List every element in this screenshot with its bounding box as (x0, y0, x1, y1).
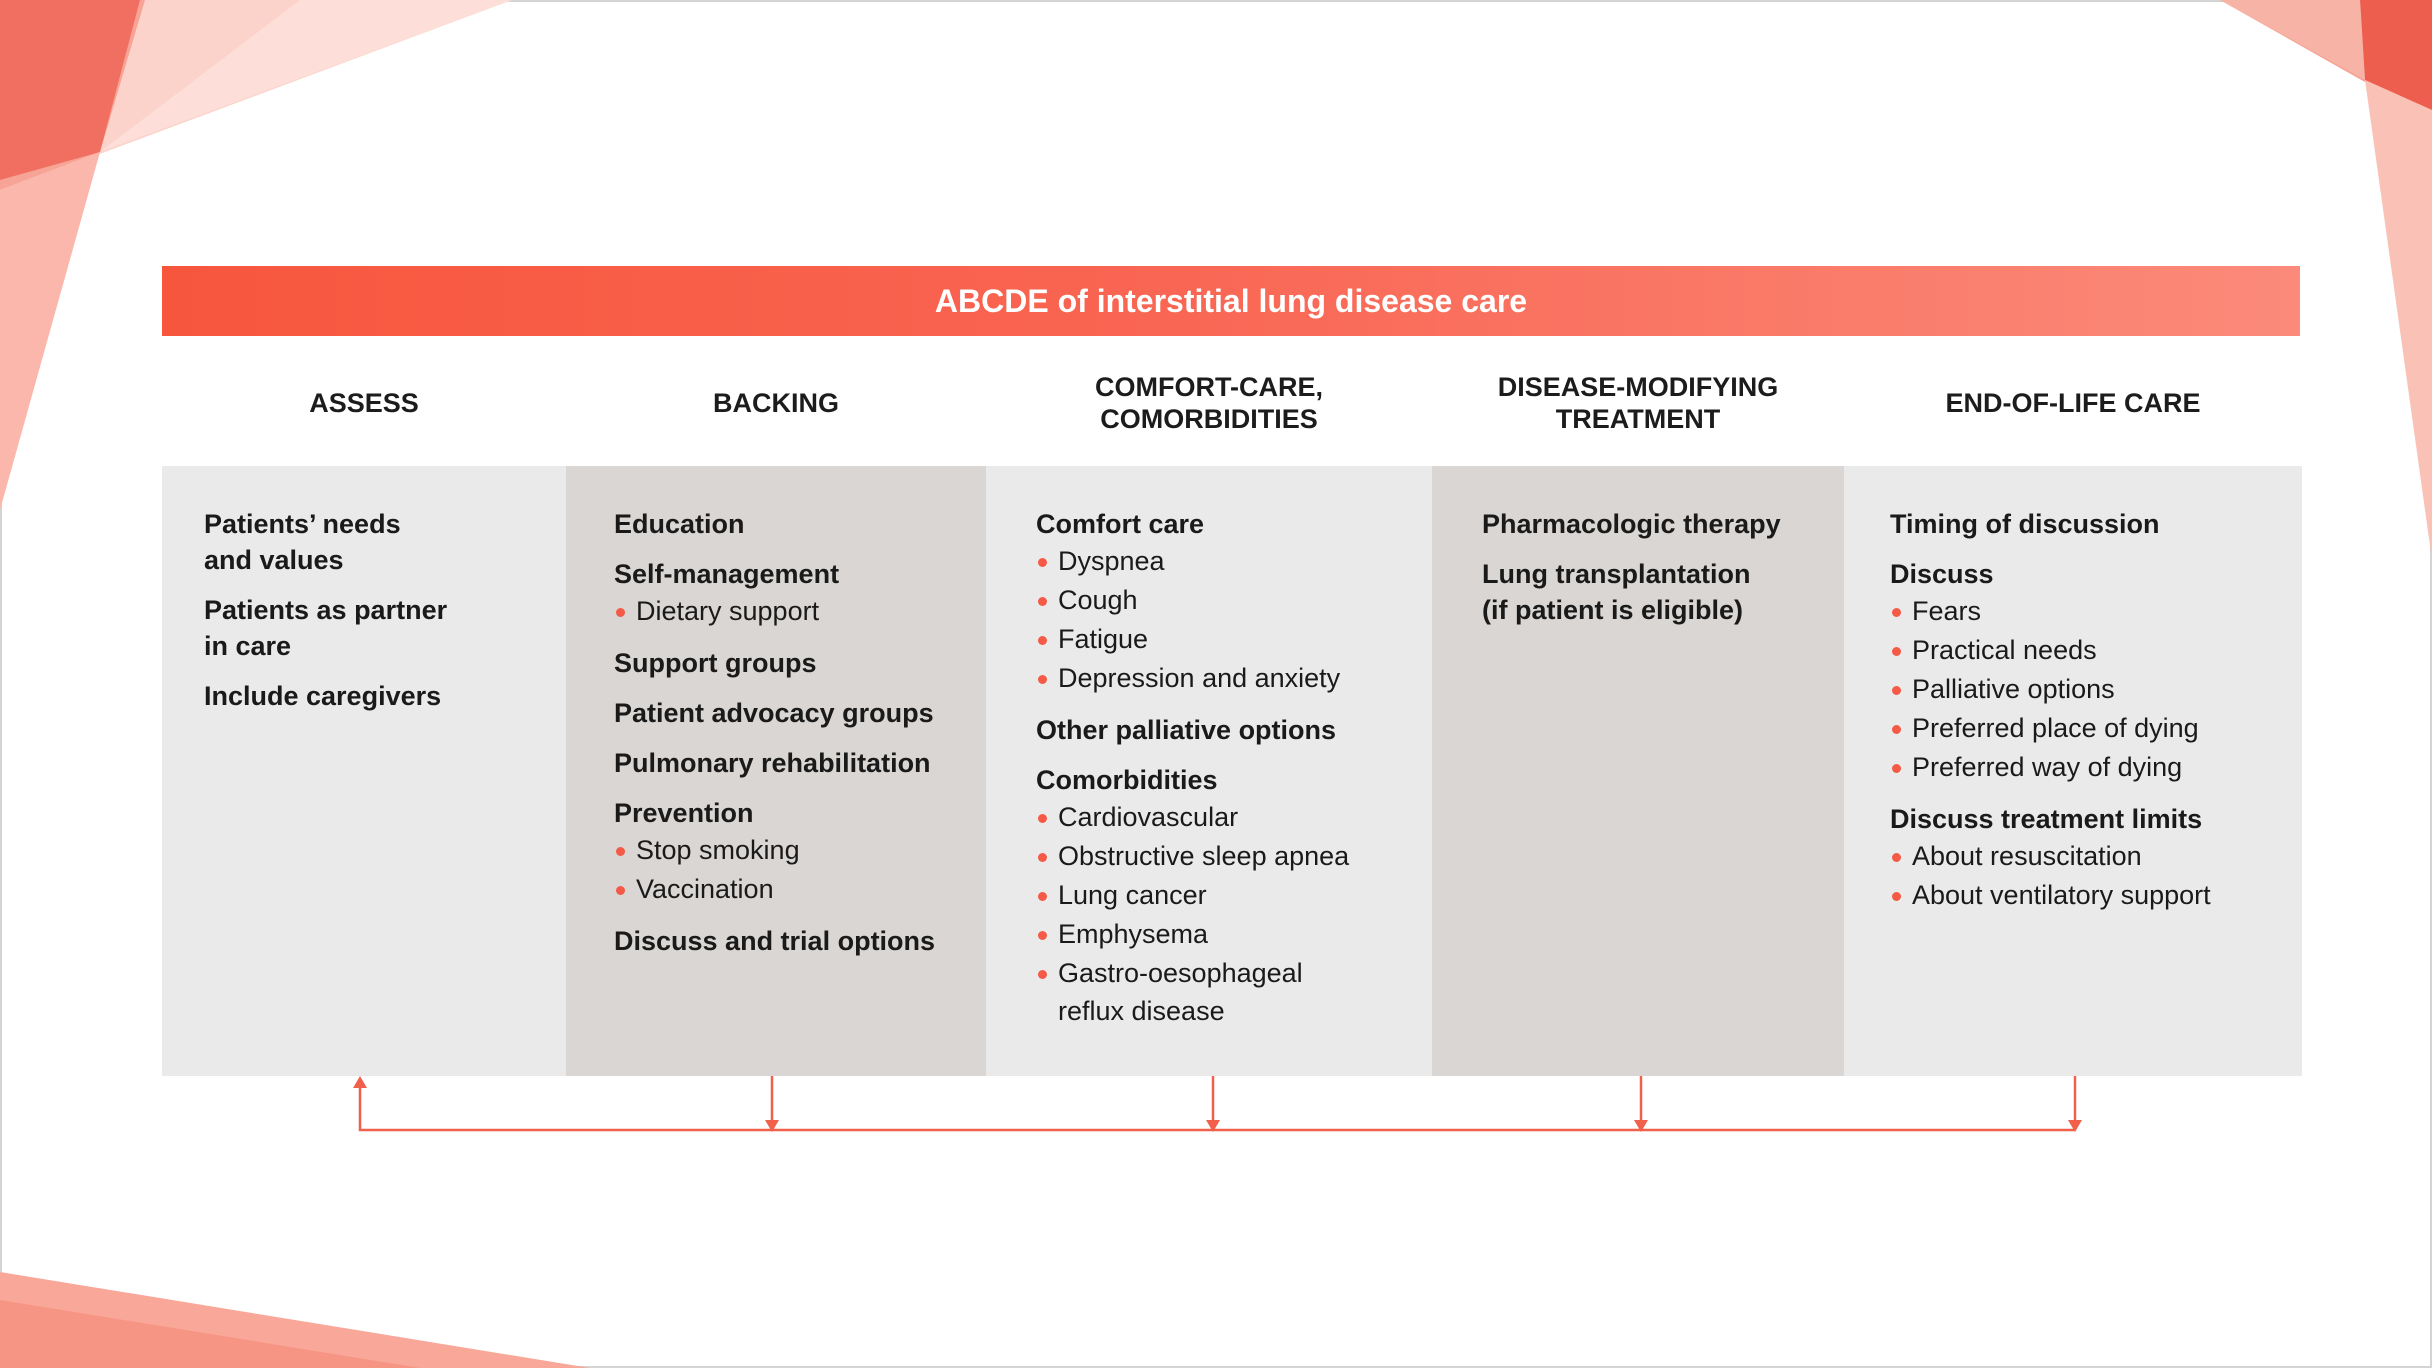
section-heading: Patients as partner (204, 595, 448, 625)
bullet-item: Palliative options (1890, 670, 2302, 709)
section-heading: Discuss (1890, 559, 1994, 589)
column-header-end-of-life: END-OF-LIFE CARE (1945, 388, 2201, 418)
bullet-item: Stop smoking (614, 831, 986, 870)
section-heading: Lung transplantation (1482, 559, 1751, 589)
column-header-line: COMORBIDITIES (1100, 404, 1318, 434)
column-panel-assess (162, 466, 566, 1076)
section-heading: and values (204, 545, 344, 575)
bullet-item: Practical needs (1890, 631, 2302, 670)
column-panel-disease-modifying (1432, 466, 1844, 1076)
bullet-item: About ventilatory support (1890, 876, 2302, 915)
section-heading: Prevention (614, 798, 754, 828)
column-header-comfort-care (986, 340, 1432, 466)
bullet-item: Fatigue (1036, 620, 1432, 659)
section-heading: Comfort care (1036, 509, 1205, 539)
section-heading: Support groups (614, 648, 817, 678)
bullet-item: Emphysema (1036, 915, 1432, 954)
bullet-item: Fears (1890, 592, 2302, 631)
bullet-item: Preferred way of dying (1890, 748, 2302, 787)
section-heading: Timing of discussion (1890, 509, 2160, 539)
bullet-item: reflux disease (1058, 996, 1225, 1026)
column-header-line: COMFORT-CARE, (1095, 372, 1323, 402)
bullet-item: Gastro-oesophageal (1036, 954, 1432, 993)
column-header-assess: ASSESS (309, 388, 419, 418)
column-header-disease-modifying (1432, 340, 1844, 466)
section-heading: Patient advocacy groups (614, 698, 934, 728)
bullet-item: About resuscitation (1890, 837, 2302, 876)
column-panel-backing (566, 466, 986, 1076)
section-heading: Comorbidities (1036, 765, 1218, 795)
section-heading: Discuss and trial options (614, 926, 936, 956)
section-heading: Discuss treatment limits (1890, 804, 2203, 834)
bullet-item: Dietary support (614, 592, 986, 631)
bullet-item: Preferred place of dying (1890, 709, 2302, 748)
bullet-item: Cough (1036, 581, 1432, 620)
column-header-backing: BACKING (713, 388, 839, 418)
section-heading: in care (204, 631, 292, 661)
section-heading: Self-management (614, 559, 840, 589)
section-heading: Other palliative options (1036, 715, 1337, 745)
section-heading: Pulmonary rehabilitation (614, 748, 931, 778)
bullet-item: Dyspnea (1036, 542, 1432, 581)
bullet-item: Cardiovascular (1036, 798, 1432, 837)
diagram-title: ABCDE of interstitial lung disease care (162, 266, 2300, 336)
bullet-item: Depression and anxiety (1036, 659, 1432, 698)
bullet-item: Obstructive sleep apnea (1036, 837, 1432, 876)
section-heading: Education (614, 509, 745, 539)
column-header-line: TREATMENT (1555, 404, 1721, 434)
column-panel-comfort-care (986, 466, 1432, 1076)
column-panel-end-of-life (1844, 466, 2302, 1076)
section-heading: (if patient is eligible) (1482, 595, 1744, 625)
section-heading: Include caregivers (204, 681, 442, 711)
bullet-item: Lung cancer (1036, 876, 1432, 915)
column-header-line: DISEASE-MODIFYING (1497, 372, 1779, 402)
section-heading: Pharmacologic therapy (1482, 509, 1781, 539)
section-heading: Patients’ needs (204, 509, 401, 539)
bullet-item: Vaccination (614, 870, 986, 909)
